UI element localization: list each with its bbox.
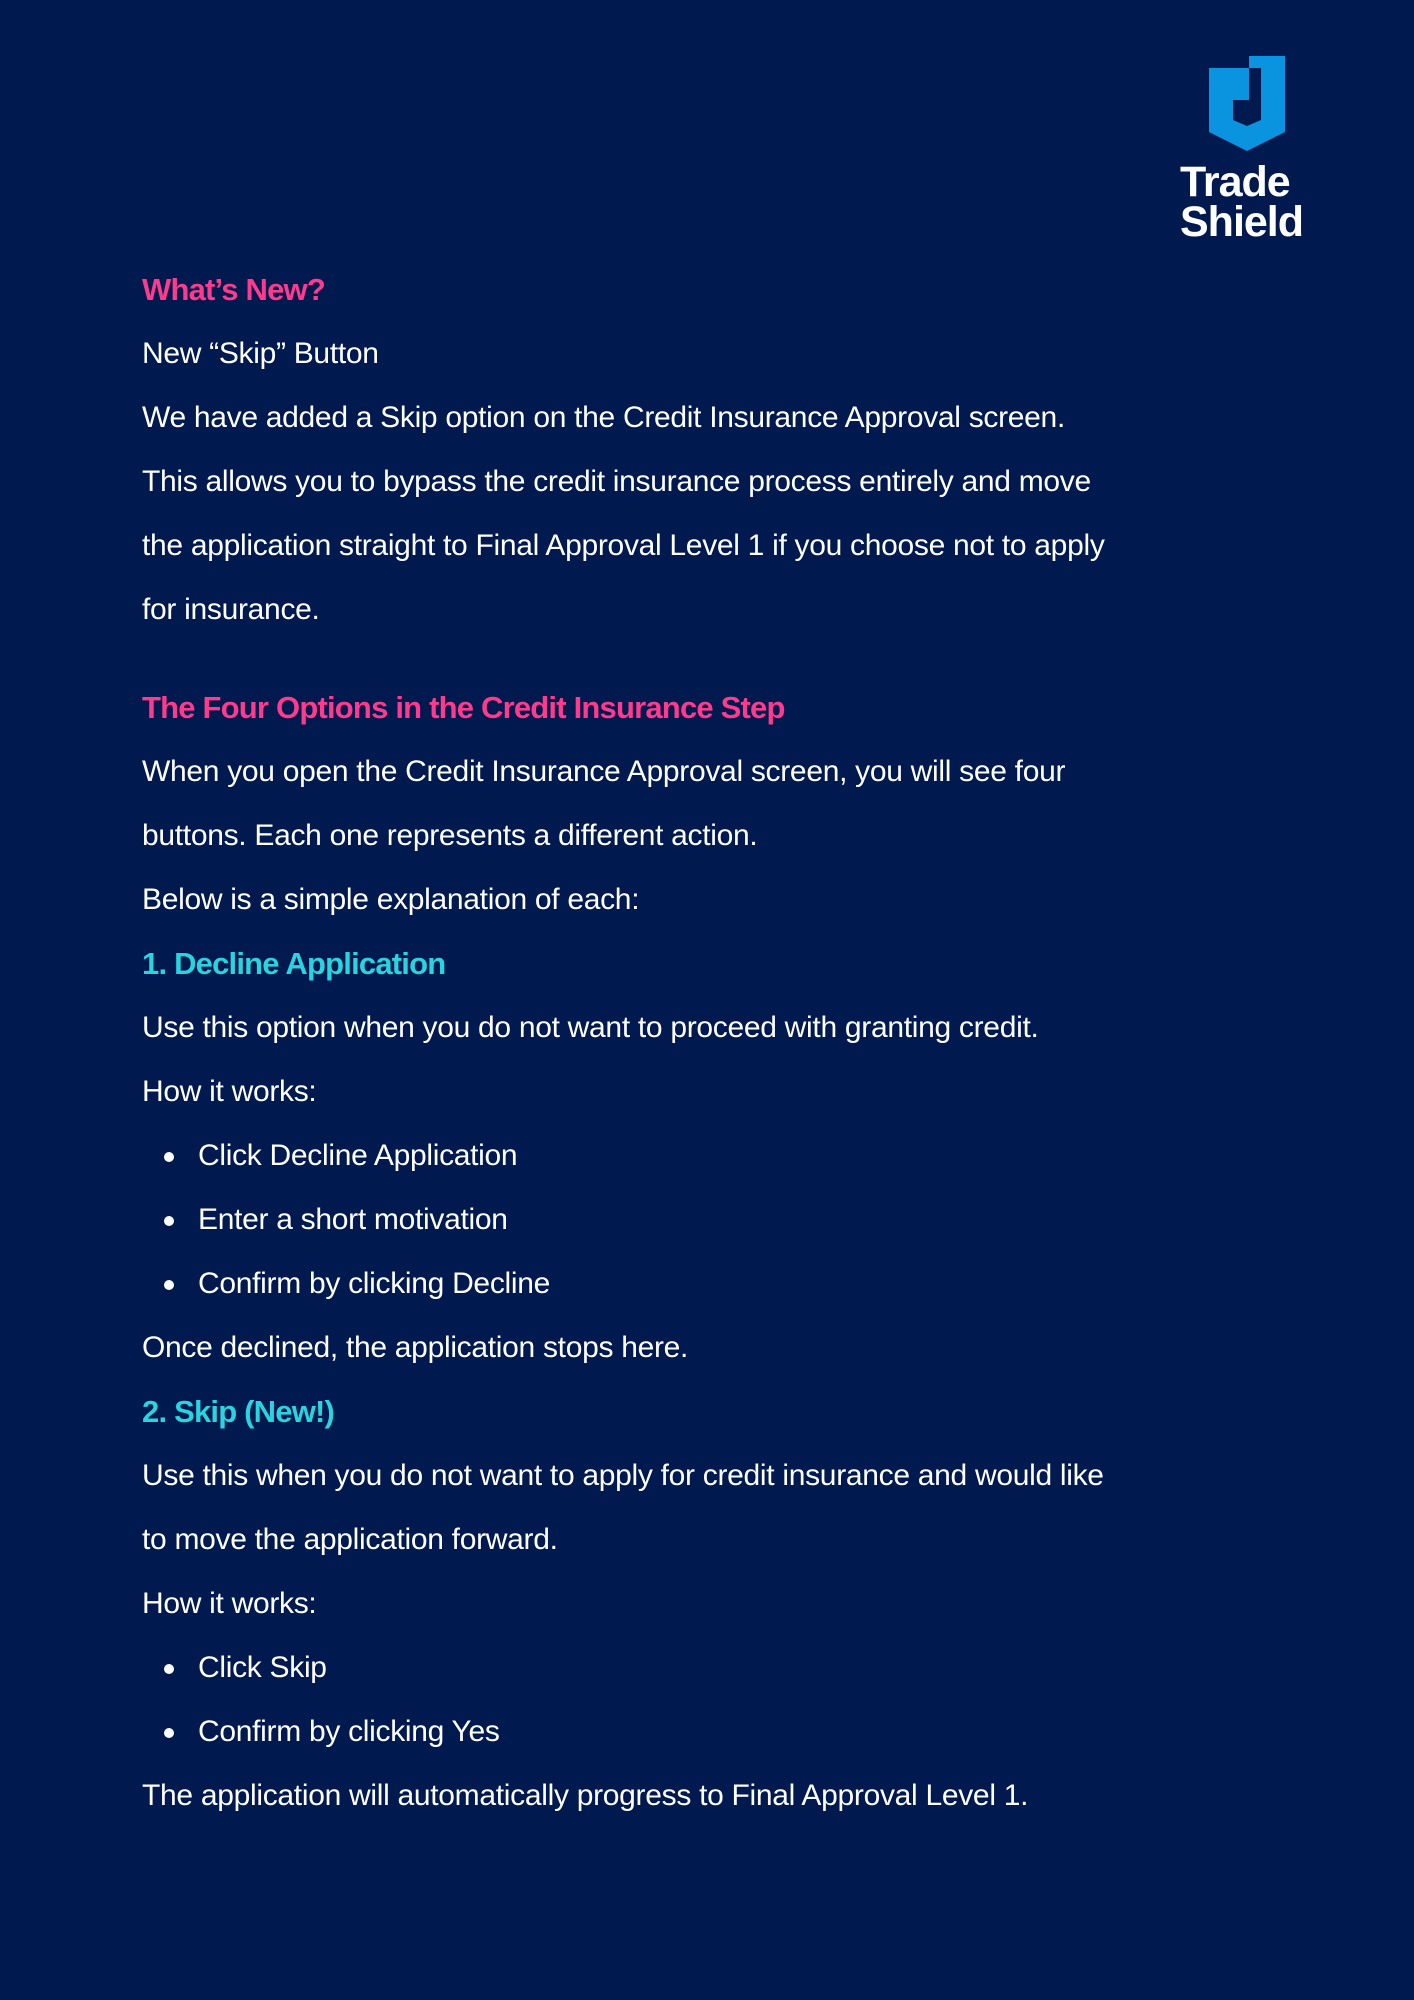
logo-word-trade: Trade bbox=[1180, 158, 1290, 206]
bullet-dot bbox=[164, 1216, 174, 1226]
list-item-text: Confirm by clicking Decline bbox=[198, 1267, 551, 1300]
list-item bbox=[142, 1200, 1282, 1240]
whats-new-line-3: the application straight to Final Approval Level 1 if you choose not to apply bbox=[142, 529, 1105, 562]
list-item-text: Confirm by clicking Yes bbox=[198, 1715, 500, 1748]
four-options-heading: The Four Options in the Credit Insurance Step bbox=[142, 690, 785, 725]
four-options-line-3: Below is a simple explanation of each: bbox=[142, 883, 640, 916]
whats-new-line-2: This allows you to bypass the credit insurance process entirely and move bbox=[142, 465, 1091, 498]
list-item-text: Click Skip bbox=[198, 1651, 327, 1684]
decline-how-label: How it works: bbox=[142, 1075, 317, 1108]
whats-new-heading: What’s New? bbox=[142, 272, 325, 307]
four-options-line-2: buttons. Each one represents a different action. bbox=[142, 819, 758, 852]
bullet-dot bbox=[164, 1728, 174, 1738]
logo-word-shield: Shield bbox=[1180, 198, 1304, 246]
list-item bbox=[142, 1648, 1282, 1688]
skip-steps-list bbox=[142, 1648, 1282, 1752]
whats-new-line-4: for insurance. bbox=[142, 593, 320, 626]
bullet-dot bbox=[164, 1280, 174, 1290]
whats-new-subtitle: New “Skip” Button bbox=[142, 337, 379, 370]
list-item bbox=[142, 1264, 1282, 1304]
decline-description: Use this option when you do not want to proceed with granting credit. bbox=[142, 1011, 1039, 1044]
skip-outcome: The application will automatically progress to Final Approval Level 1. bbox=[142, 1779, 1029, 1812]
list-item bbox=[142, 1712, 1282, 1752]
decline-steps-list bbox=[142, 1136, 1282, 1304]
whats-new-line-1: We have added a Skip option on the Credit Insurance Approval screen. bbox=[142, 401, 1065, 434]
list-item-text: Enter a short motivation bbox=[198, 1203, 508, 1236]
decline-heading: 1. Decline Application bbox=[142, 946, 446, 981]
skip-how-label: How it works: bbox=[142, 1587, 317, 1620]
document-body bbox=[142, 270, 1282, 1840]
skip-heading: 2. Skip (New!) bbox=[142, 1394, 335, 1429]
logo-wordmark bbox=[1180, 158, 1304, 246]
skip-line-2: to move the application forward. bbox=[142, 1523, 558, 1556]
list-item bbox=[142, 1136, 1282, 1176]
four-options-line-1: When you open the Credit Insurance Approval screen, you will see four bbox=[142, 755, 1066, 788]
skip-line-1: Use this when you do not want to apply for credit insurance and would like bbox=[142, 1459, 1104, 1492]
shield-logo-icon bbox=[1209, 56, 1285, 151]
list-item-text: Click Decline Application bbox=[198, 1139, 518, 1172]
bullet-dot bbox=[164, 1152, 174, 1162]
bullet-dot bbox=[164, 1664, 174, 1674]
decline-outcome: Once declined, the application stops here. bbox=[142, 1331, 689, 1364]
section-spacer bbox=[142, 654, 1282, 688]
